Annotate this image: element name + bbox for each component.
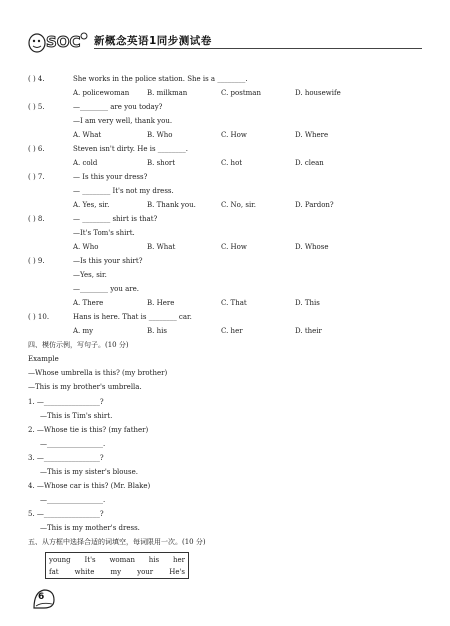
example-line-1: —Whose umbrella is this? (my brother) bbox=[28, 369, 168, 377]
word-bank-row-1 bbox=[49, 554, 185, 566]
word-bank-item: It's bbox=[84, 556, 96, 564]
exercise-5-line-1: 5. —________________? bbox=[28, 510, 104, 518]
exercise-1-line-2: —This is Tim's shirt. bbox=[40, 412, 113, 420]
page-title: 新概念英语1同步测试卷 bbox=[94, 35, 212, 47]
question-4: ( ) 4. She works in the police station. She is a ________. bbox=[28, 75, 248, 83]
question-6: ( ) 6. Steven isn't dirty. He is ________. bbox=[28, 145, 188, 153]
question-5: ( ) 5. —________ are you today? bbox=[28, 103, 163, 111]
word-bank-item: my bbox=[110, 568, 122, 576]
svg-text:SOC: SOC bbox=[46, 33, 81, 51]
question-5-reply: —I am very well, thank you. bbox=[73, 117, 173, 125]
word-bank-item: young bbox=[49, 556, 71, 564]
options-8: A. Who B. What C. How D. Whose bbox=[73, 243, 329, 251]
word-bank-item: fat bbox=[49, 568, 59, 576]
question-8-reply: —It's Tom's shirt. bbox=[73, 229, 135, 237]
question-9-reply-2: —________ you are. bbox=[73, 285, 140, 293]
exercise-4-line-1: 4. —Whose car is this? (Mr. Blake) bbox=[28, 482, 151, 490]
exercise-1-line-1: 1. —________________? bbox=[28, 398, 104, 406]
word-bank-item: his bbox=[148, 556, 160, 564]
exercise-5-line-2: —This is my mother's dress. bbox=[40, 524, 140, 532]
word-bank-box bbox=[45, 552, 189, 579]
example-label: Example bbox=[28, 355, 59, 363]
example-line-2: —This is my brother's umbrella. bbox=[28, 383, 142, 391]
exercise-2-line-1: 2. —Whose tie is this? (my father) bbox=[28, 426, 149, 434]
options-5: A. What B. Who C. How D. Where bbox=[73, 131, 329, 139]
question-9-reply-1: —Yes, sir. bbox=[73, 271, 107, 279]
book-series-logo bbox=[28, 28, 90, 54]
question-9: ( ) 9. —Is this your shirt? bbox=[28, 257, 143, 265]
word-bank-item: her bbox=[172, 556, 185, 564]
word-bank-item: your bbox=[137, 568, 154, 576]
section-5-title: 五、从方框中选择合适的词填空，每词限用一次。(10 分) bbox=[28, 538, 206, 546]
section-4-title: 四、模仿示例，写句子。(10 分) bbox=[28, 341, 129, 349]
page-header bbox=[0, 0, 450, 58]
word-bank-item: woman bbox=[109, 556, 135, 564]
exercise-4-line-2: —________________. bbox=[40, 496, 106, 504]
question-8: ( ) 8. — ________ shirt is that? bbox=[28, 215, 158, 223]
question-10: ( ) 10. Hans is here. That is ________ car. bbox=[28, 313, 192, 321]
exercise-2-line-2: —________________. bbox=[40, 440, 106, 448]
word-bank-item: white bbox=[74, 568, 95, 576]
options-9: A. There B. Here C. That D. This bbox=[73, 299, 320, 307]
header-divider bbox=[94, 48, 422, 49]
exercise-3-line-2: —This is my sister's blouse. bbox=[40, 468, 138, 476]
options-4: A. policewoman B. milkman C. postman D. housewife bbox=[73, 89, 341, 97]
page-number: 6 bbox=[38, 592, 45, 602]
word-bank-item: He's bbox=[169, 568, 185, 576]
question-7: ( ) 7. — Is this your dress? bbox=[28, 173, 148, 181]
options-10: A. my B. his C. her D. their bbox=[73, 327, 322, 335]
options-7: A. Yes, sir. B. Thank you. C. No, sir. D. Pardon? bbox=[73, 201, 334, 209]
exercise-3-line-1: 3. —________________? bbox=[28, 454, 104, 462]
question-7-reply: — ________ It's not my dress. bbox=[73, 187, 174, 195]
options-6: A. cold B. short C. hot D. clean bbox=[73, 159, 324, 167]
word-bank-row-2 bbox=[49, 566, 185, 578]
